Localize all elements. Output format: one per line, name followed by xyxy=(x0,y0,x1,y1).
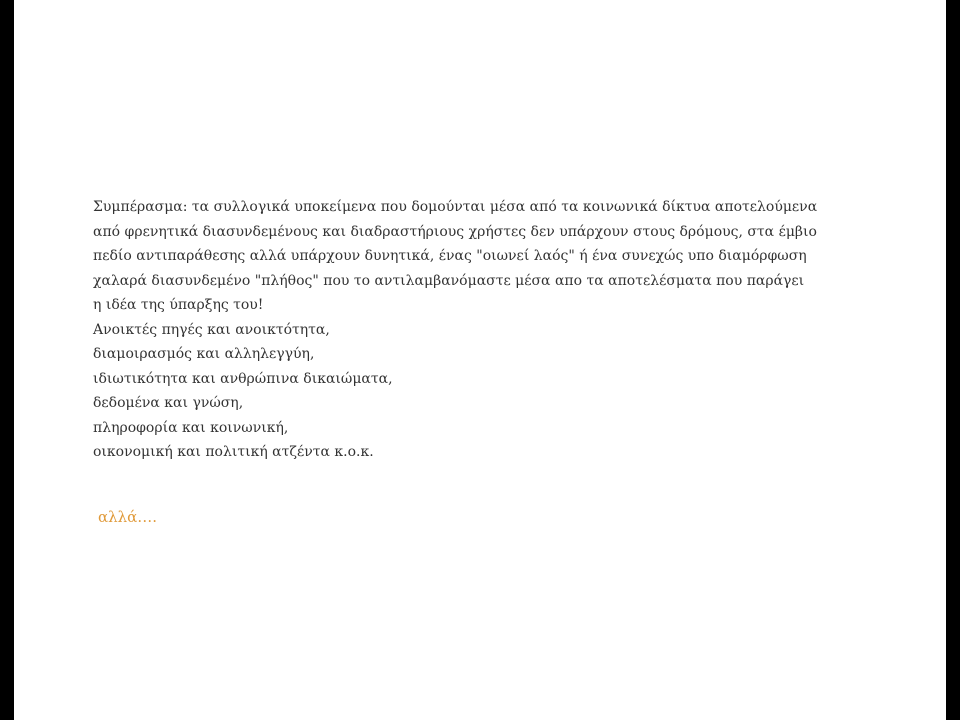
list-line: πληροφορία και κοινωνική, xyxy=(93,419,289,436)
paragraph-line: Συμπέρασμα: τα συλλογικά υποκείμενα που δομούνται μέσα από τα κοινωνικά δίκτυα αποτελούμενα xyxy=(93,199,818,215)
list-line: Ανοικτές πηγές και ανοικτότητα, xyxy=(93,321,330,338)
list-line: διαμοιρασμός και αλληλεγγύη, xyxy=(93,346,315,362)
paragraph-line: χαλαρά διασυνδεμένο "πλήθος" που το αντιλαμβανόμαστε μέσα απο τα αποτελέσματα που παράγει xyxy=(93,272,805,289)
slide-body xyxy=(93,195,893,465)
closing-dots: …. xyxy=(137,508,158,526)
paragraph-line: πεδίο αντιπαράθεσης αλλά υπάρχουν δυνητικά, ένας "οιωνεί λαός" ή ένα συνεχώς υπο διαμόρφωση xyxy=(93,248,807,264)
closing-text xyxy=(98,506,157,528)
paragraph-line: από φρενητικά διασυνδεμένους και διαδραστήριους χρήστες δεν υπάρχουν στους δρόμους, στα έμβιο xyxy=(93,223,817,240)
paragraph-line: η ιδέα της ύπαρξης του! xyxy=(93,297,264,313)
list-line: οικονομική και πολιτική ατζέντα κ.ο.κ. xyxy=(93,444,374,460)
closing-word: αλλά xyxy=(98,508,138,526)
list-line: δεδομένα και γνώση, xyxy=(93,395,244,411)
list-line: ιδιωτικότητα και ανθρώπινα δικαιώματα, xyxy=(93,370,393,387)
slide xyxy=(14,0,946,720)
